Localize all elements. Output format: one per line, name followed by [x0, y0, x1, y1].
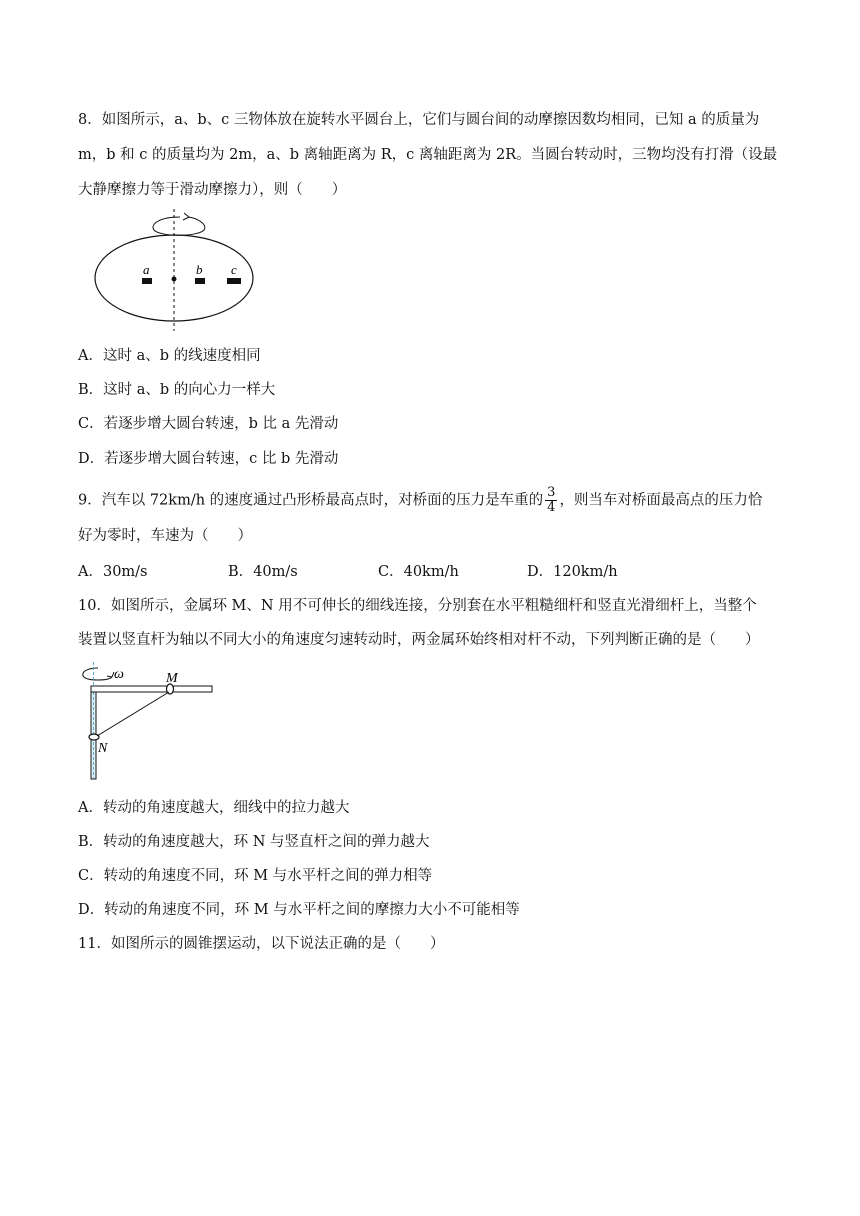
horizontal-rod: [91, 686, 212, 692]
q8-turntable-figure: [88, 205, 268, 335]
q11-line-1: 11．如图所示的圆锥摆运动，以下说法正确的是（ ）: [78, 936, 445, 952]
label-m: M: [166, 671, 178, 686]
fraction: [545, 486, 557, 515]
block-b: [195, 278, 205, 284]
label-n: N: [98, 741, 108, 756]
q9-option-c: C．40km/h: [378, 564, 459, 580]
label-c: c: [231, 262, 237, 277]
q8-option-c: C．若逐步增大圆台转速，b 比 a 先滑动: [78, 416, 339, 432]
q8-option-d: D．若逐步增大圆台转速，c 比 b 先滑动: [78, 451, 339, 467]
q9-text-post: ，则当车对桥面最高点的压力恰: [559, 492, 763, 509]
q9-option-a: A．30m/s: [78, 564, 148, 580]
block-a: [142, 278, 152, 284]
q10-rings-figure: [76, 660, 226, 785]
fraction-denominator: 4: [547, 500, 556, 515]
q10-option-d: D．转动的角速度不同，环 M 与水平杆之间的摩擦力大小不可能相等: [78, 902, 520, 918]
fraction-numerator: 3: [547, 485, 556, 500]
q8-line-1: 8．如图所示，a、b、c 三物体放在旋转水平圆台上，它们与圆台间的动摩擦因数均相同，已知 a 的质量为: [78, 112, 760, 128]
q8-line-3: 大静摩擦力等于滑动摩擦力），则（ ）: [78, 182, 347, 198]
q9-option-d: D．120km/h: [527, 564, 618, 580]
ring-n: [89, 734, 99, 740]
axis-center-dot: [172, 277, 177, 282]
q8-option-b: B．这时 a、b 的向心力一样大: [78, 382, 276, 398]
q8-line-2: m，b 和 c 的质量均为 2m，a、b 离轴距离为 R，c 离轴距离为 2R。当圆台转动时，三物均没有打滑（设最: [78, 147, 778, 163]
label-omega: ω: [114, 667, 124, 682]
thread: [97, 692, 169, 736]
q9-line-1: [78, 486, 762, 515]
rotation-arrow-icon: [83, 668, 112, 680]
q9-line-2: 好为零时，车速为（ ）: [78, 528, 252, 544]
block-c: [227, 278, 241, 284]
q10-option-b: B．转动的角速度越大，环 N 与竖直杆之间的弹力越大: [78, 834, 430, 850]
q9-option-b: B．40m/s: [228, 564, 298, 580]
q10-line-2: 装置以竖直杆为轴以不同大小的角速度匀速转动时，两金属环始终相对杆不动，下列判断正确的是（ ）: [78, 632, 760, 648]
q8-option-a: A．这时 a、b 的线速度相同: [78, 348, 261, 364]
label-a: a: [143, 262, 150, 277]
q9-text-pre: 9．汽车以 72km/h 的速度通过凸形桥最高点时，对桥面的压力是车重的: [78, 492, 544, 509]
label-b: b: [196, 262, 203, 277]
rotation-arrow-icon: [153, 217, 205, 235]
q10-line-1: 10．如图所示，金属环 M、N 用不可伸长的细线连接，分别套在水平粗糙细杆和竖直光滑细杆上，当整个: [78, 598, 757, 614]
q10-option-c: C．转动的角速度不同，环 M 与水平杆之间的弹力相等: [78, 868, 433, 884]
q10-option-a: A．转动的角速度越大，细线中的拉力越大: [78, 800, 350, 816]
